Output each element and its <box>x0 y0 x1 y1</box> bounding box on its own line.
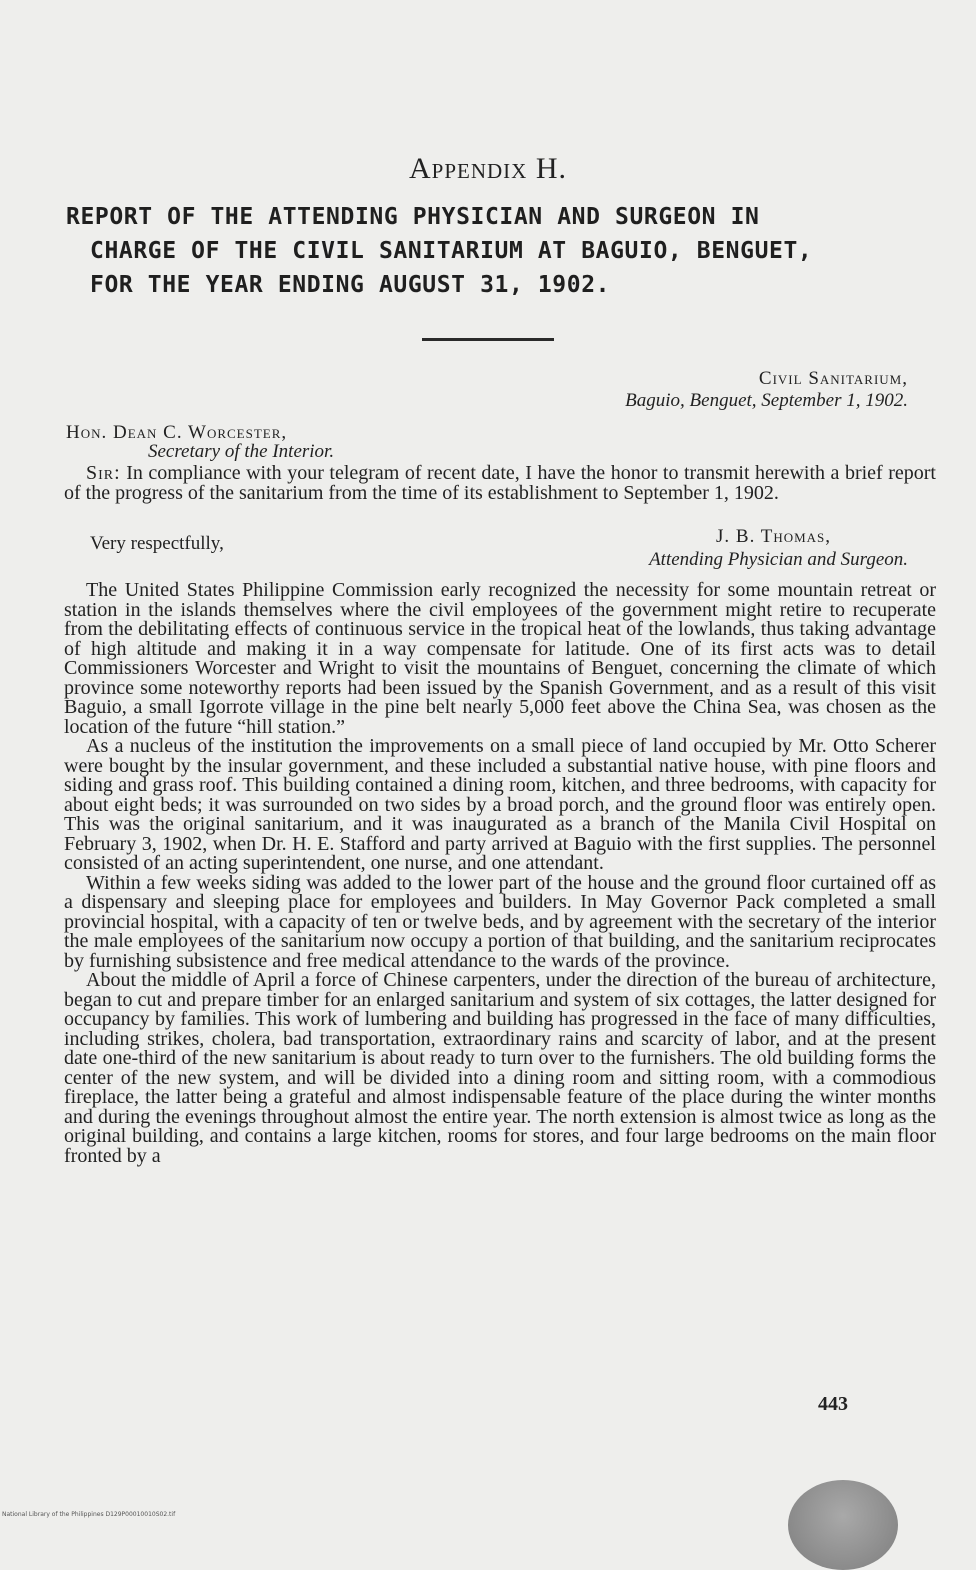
place-and-date: Baguio, Benguet, September 1, 1902. <box>625 390 908 411</box>
page-number: 443 <box>818 1393 848 1415</box>
paragraph: The United States Philippine Commission early recognized the necessity for some mountain retreat or station in the islands themselves where the civil employees of the government might retire to recuperate from the debilitating effects of continuous service in the tropical heat of the lowlands, thus taking advantage of high altitude and making it in a way compensate for latitude. One of its first acts was to detail Commissioners Worcester and Wright to visit the mountains of Benguet, concerning the climate of which province some noteworthy reports had been issued by the Spanish Government, and as a result of this visit Baguio, a small Igorrote village in the pine belt nearly 5,000 feet above the China Sea, was chosen as the location of the future “hill station.” <box>64 579 936 738</box>
title-line: FOR THE YEAR ENDING AUGUST 31, 1902. <box>90 272 611 298</box>
signer-name: J. B. Thomas, <box>716 526 832 547</box>
paragraph: About the middle of April a force of Chinese carpenters, under the direction of the bureau of architecture, began to cut and prepare timber for an enlarged sanitarium and system of six cottages, the latter designed for occupancy by families. This work of lumbering and building has progressed in the face of many difficulties, including strikes, cholera, bad transportation, extraordinary rains and scarcity of labor, and at the present date one-third of the new sanitarium is about ready to turn over to the furnishers. The old building forms the center of the new system, and will be divided into a dining room and sitting room, with a commodious fireplace, the latter being a grateful and almost indispensable feature of the place during the winter months and during the evenings throughout almost the entire year. The north extension is almost twice as long as the original building, and contains a large kitchen, rooms for stores, and four large bedrooms on the main floor fronted by a <box>64 969 936 1167</box>
recipient-title: Secretary of the Interior. <box>148 441 335 462</box>
report-title <box>66 200 938 302</box>
appendix-heading: Appendix H. <box>408 152 567 185</box>
scanner-thumb <box>788 1480 898 1570</box>
sender-organization: Civil Sanitarium, <box>758 368 908 389</box>
signer-title: Attending Physician and Surgeon. <box>649 549 908 570</box>
section-divider <box>422 338 554 341</box>
recipient-name: Hon. Dean C. Worcester, <box>66 422 288 443</box>
salutation: Sir: <box>86 462 121 484</box>
report-body <box>64 581 936 1166</box>
letter-text: In compliance with your telegram of recent date, I have the honor to transmit herewith a brief report of the progress of the sanitarium from the time of its establishment to September 1, 1902. <box>64 462 936 504</box>
paragraph: As a nucleus of the institution the improvements on a small piece of land occupied by Mr. Otto Scherer were bought by the insular government, and these included a substantial native house, with pine floors and siding and grass roof. This building contained a dining room, kitchen, and three bedrooms, with capacity for about eight beds; it was surrounded on two sides by a broad porch, and the ground floor was entirely open. This was the original sanitarium, and it was inaugurated as a branch of the Manila Civil Hospital on February 3, 1902, when Dr. H. E. Stafford and party arrived at Baguio with the first supplies. The personnel consisted of an acting superintendent, one nurse, and one attendant. <box>64 735 936 874</box>
title-line: CHARGE OF THE CIVIL SANITARIUM AT BAGUIO, BENGUET, <box>90 238 813 264</box>
title-line: REPORT OF THE ATTENDING PHYSICIAN AND SURGEON IN <box>66 204 760 230</box>
letter-body <box>64 464 936 503</box>
scan-footer: National Library of the Philippines D129P00010010S02.tif <box>2 1511 176 1518</box>
paragraph: Within a few weeks siding was added to the lower part of the house and the ground floor curtained off as a dispensary and sleeping place for employees and builders. In May Governor Pack completed a small provincial hospital, with a capacity of ten or twelve beds, and by agreement with the secretary of the interior the male employees of the sanitarium now occupy a portion of that building, and the sanitarium reciprocates by furnishing subsistence and free medical attendance to the wards of the province. <box>64 871 936 972</box>
closing: Very respectfully, <box>90 533 224 554</box>
